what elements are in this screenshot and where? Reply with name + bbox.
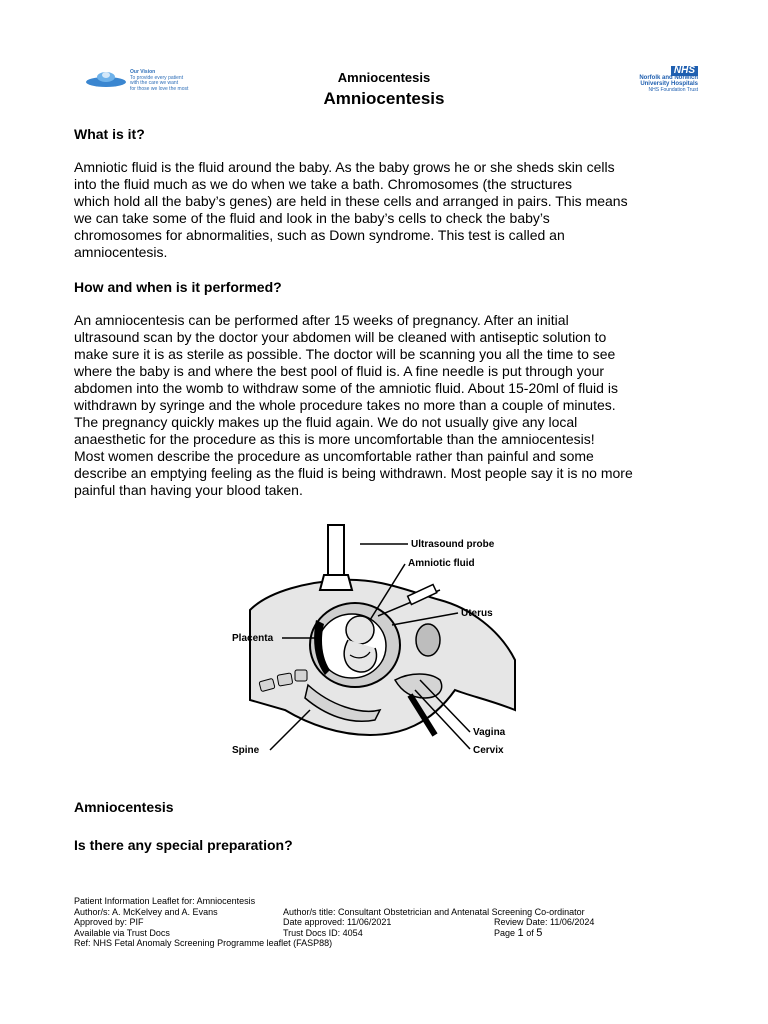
- trust-name-line-1: Norfolk and Norwich: [639, 75, 698, 81]
- section-heading-preparation: Is there any special preparation?: [74, 837, 293, 853]
- label-spine: Spine: [232, 745, 260, 756]
- paragraph-line: The pregnancy quickly makes up the fluid again. We do not usually give any local: [74, 414, 578, 430]
- footer-review-date: Review Date: 11/06/2024: [494, 917, 595, 928]
- paragraph-line: we can take some of the fluid and look in the baby’s cells to check the baby’s: [74, 210, 550, 226]
- footer-ref: Ref: NHS Fetal Anomaly Screening Programme leaflet (FASP88): [74, 938, 333, 949]
- footer-approved-by: Approved by: PIF: [74, 917, 144, 928]
- label-vagina: Vagina: [473, 727, 506, 738]
- label-cervix: Cervix: [473, 745, 504, 756]
- document-footer: [74, 896, 694, 949]
- footer-date-approved: Date approved: 11/06/2021: [283, 917, 392, 928]
- page-title: Amniocentesis: [323, 89, 445, 108]
- paragraph-line: which hold all the baby’s genes) are held in these cells and arranged in pairs. This means: [74, 193, 628, 209]
- section-heading-amniocentesis: Amniocentesis: [74, 799, 174, 815]
- section-heading-what: What is it?: [74, 126, 145, 142]
- what-paragraph: [74, 159, 698, 261]
- paragraph-line: make sure it is as sterile as possible. The doctor will be scanning you all the time to see: [74, 346, 616, 362]
- paragraph-line: into the fluid much as we do when we take a bath. Chromosomes (the structures: [74, 176, 573, 192]
- page-of: of: [526, 927, 534, 938]
- footer-available: Available via Trust Docs: [74, 927, 170, 938]
- nhs-badge: NHS: [671, 66, 698, 76]
- paragraph-line: Amniotic fluid is the fluid around the baby. As the baby grows he or she sheds skin cells: [74, 159, 615, 175]
- footer-leaflet: Patient Information Leaflet for: Amniocentesis: [74, 896, 256, 906]
- paragraph-line: painful than having your blood taken.: [74, 482, 303, 498]
- label-placenta: Placenta: [232, 633, 274, 644]
- fetus-head: [346, 616, 374, 644]
- paragraph-line: where the baby is and where the best pool of fluid is. A fine needle is put through your: [74, 363, 605, 379]
- trust-name-line-2: University Hospitals: [640, 81, 698, 87]
- paragraph-line: Most women describe the procedure as uncomfortable rather than painful and some: [74, 448, 594, 464]
- vision-line-3: for those we love the most: [130, 85, 189, 92]
- paragraph-line: amniocentesis.: [74, 244, 168, 260]
- footer-page-number: [494, 928, 542, 939]
- section-heading-how: How and when is it performed?: [74, 279, 282, 295]
- how-paragraph: [74, 312, 698, 499]
- paragraph-line: withdrawn by syringe and the whole procedure takes no more than a couple of minutes.: [74, 397, 616, 413]
- footer-authors: Author/s: A. McKelvey and A. Evans: [74, 906, 218, 917]
- amniocentesis-diagram: [230, 520, 520, 760]
- label-uterus: Uterus: [461, 608, 493, 619]
- footer-trust-docs-id: Trust Docs ID: 4054: [283, 927, 363, 938]
- label-amniotic-fluid: Amniotic fluid: [408, 558, 475, 569]
- ultrasound-probe: [328, 525, 344, 575]
- page-total: 5: [536, 926, 543, 939]
- running-header-title: Amniocentesis: [337, 70, 431, 85]
- paragraph-line: ultrasound scan by the doctor your abdomen will be cleaned with antiseptic solution to: [74, 329, 607, 345]
- paragraph-line: An amniocentesis can be performed after 15 weeks of pregnancy. After an initial: [74, 312, 569, 328]
- trust-name-line-3: NHS Foundation Trust: [648, 87, 698, 93]
- paragraph-line: describe an emptying feeling as the fluid is being withdrawn. Most people say it is no more: [74, 465, 633, 481]
- page-prefix: Page: [494, 927, 516, 938]
- vision-line-2: with the care we want: [130, 80, 179, 86]
- label-ultrasound-probe: Ultrasound probe: [411, 539, 495, 550]
- paragraph-line: abdomen into the womb to withdraw some of the amniotic fluid. About 15-20ml of fluid is: [74, 380, 618, 396]
- paragraph-line: chromosomes for abnormalities, such as Down syndrome. This test is called an: [74, 227, 565, 243]
- footer-author-title: Author/s title: Consultant Obstetrician and Antenatal Screening Co-ordinator: [283, 906, 585, 917]
- vision-line-1: To provide every patient: [130, 74, 184, 81]
- nnuh-logo: [560, 66, 700, 92]
- paragraph-line: anaesthetic for the procedure as this is more uncomfortable than the amniocentesis!: [74, 431, 595, 447]
- page-current: 1: [517, 926, 524, 939]
- vision-title: Our Vision: [130, 69, 156, 75]
